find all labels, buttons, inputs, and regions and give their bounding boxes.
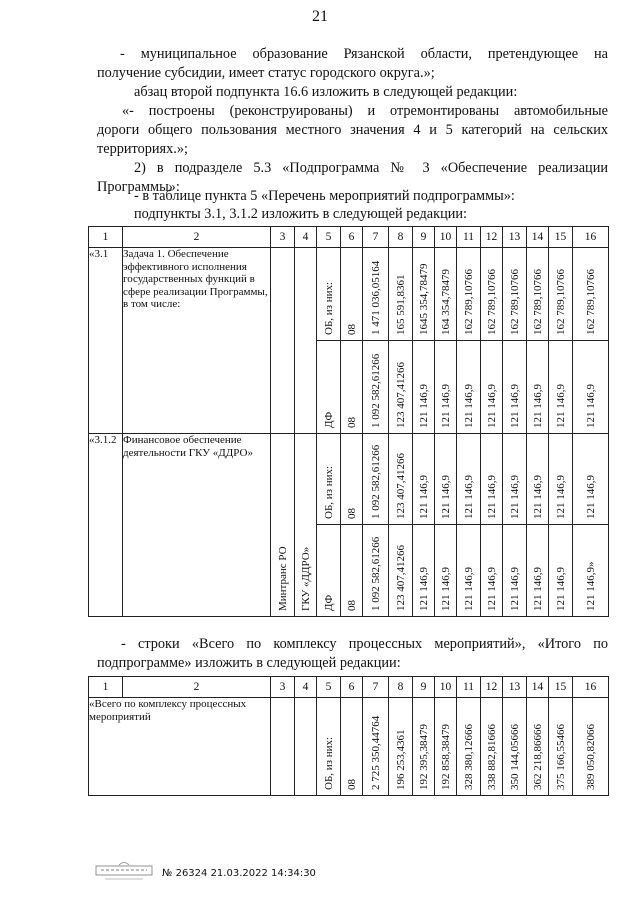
value-cell: 121 146,9 xyxy=(462,384,475,428)
table-row xyxy=(89,248,609,341)
section-code: 08 xyxy=(345,508,358,519)
value-cell: 362 218,86666 xyxy=(531,724,544,790)
header-cell: 2 xyxy=(123,677,271,698)
header-cell: 13 xyxy=(503,677,527,698)
section-code: 08 xyxy=(345,417,358,428)
value-cell: 121 146,9 xyxy=(508,475,521,519)
funding-source: ОБ, из них: xyxy=(322,465,335,519)
funding-source: ДФ xyxy=(322,594,335,611)
value-cell: 121 146,9 xyxy=(462,475,475,519)
header-cell: 14 xyxy=(527,227,549,248)
header-cell: 3 xyxy=(271,677,295,698)
funding-source: ДФ xyxy=(322,411,335,428)
value-cell: 121 146,9 xyxy=(417,384,430,428)
header-cell: 11 xyxy=(457,227,481,248)
row-number: «3.1 xyxy=(89,248,123,434)
value-cell: 1 471 036,05164 xyxy=(369,260,382,335)
header-cell: 7 xyxy=(363,677,389,698)
page-number: 21 xyxy=(312,8,328,25)
header-cell: 16 xyxy=(573,227,609,248)
header-cell: 12 xyxy=(481,677,503,698)
value-cell: 192 858,38479 xyxy=(439,724,452,790)
table-header-row xyxy=(89,227,609,248)
value-cell: 1645 354,78479 xyxy=(417,263,430,335)
header-cell: 5 xyxy=(317,677,341,698)
value-cell: 162 789,10766 xyxy=(462,269,475,335)
value-cell: 1 092 582,61266 xyxy=(369,444,382,519)
table-header-row xyxy=(89,677,609,698)
value-cell: 121 146,9 xyxy=(508,384,521,428)
paragraph-line: территориях.»; xyxy=(97,141,188,157)
table-row xyxy=(89,434,609,525)
executor-cell xyxy=(295,698,317,796)
header-cell: 16 xyxy=(573,677,609,698)
header-cell: 1 xyxy=(89,227,123,248)
value-cell: 1 092 582,61266 xyxy=(369,353,382,428)
paragraph-line: - строки «Всего по комплексу процессных мероприятий», «Итого по xyxy=(121,636,608,652)
value-cell: 1 092 582,61266 xyxy=(369,536,382,611)
value-cell: 162 789,10766 xyxy=(531,269,544,335)
header-cell: 10 xyxy=(435,677,457,698)
header-cell: 15 xyxy=(549,677,573,698)
value-cell: 196 253,4361 xyxy=(394,729,407,790)
value-cell: 121 146,9 xyxy=(417,567,430,611)
responsible-org: Минтранс РО xyxy=(276,546,289,611)
value-cell: 121 146,9 xyxy=(439,384,452,428)
header-cell: 4 xyxy=(295,677,317,698)
totals-table xyxy=(88,676,609,796)
value-cell: 121 146,9 xyxy=(485,384,498,428)
value-cell: 121 146,9 xyxy=(531,567,544,611)
value-cell: 121 146,9 xyxy=(417,475,430,519)
header-cell: 4 xyxy=(295,227,317,248)
section-code: 08 xyxy=(345,600,358,611)
value-cell: 123 407,41266 xyxy=(394,362,407,428)
value-cell: 165 591,8361 xyxy=(394,274,407,335)
header-cell: 7 xyxy=(363,227,389,248)
paragraph-line: Программы»: xyxy=(97,179,180,195)
value-cell: 123 407,41266 xyxy=(394,545,407,611)
responsible-cell xyxy=(271,698,295,796)
section-code: 08 xyxy=(345,779,358,790)
paragraph-line: дороги общего пользования местного значения 4 и 5 категорий на сельских xyxy=(97,122,608,138)
table-row xyxy=(89,698,609,796)
paragraph-line: подпункты 3.1, 3.1.2 изложить в следующей редакции: xyxy=(134,206,468,222)
row-name: Финансовое обеспечение деятельности ГКУ «ДДРО» xyxy=(123,434,271,617)
value-cell: 121 146,9 xyxy=(531,384,544,428)
paragraph-line: получение субсидии, имеет статус городского округа.»; xyxy=(97,65,435,81)
header-cell: 10 xyxy=(435,227,457,248)
executor-cell xyxy=(295,248,317,434)
header-cell: 6 xyxy=(341,227,363,248)
value-cell: 121 146,9 xyxy=(554,384,567,428)
header-cell: 12 xyxy=(481,227,503,248)
value-cell: 121 146,9 xyxy=(485,475,498,519)
document-stamp-icon xyxy=(95,860,153,882)
value-cell: 162 789,10766 xyxy=(554,269,567,335)
paragraph-line: подпрограмме» изложить в следующей редакции: xyxy=(97,655,401,671)
value-cell: 121 146,9 xyxy=(439,567,452,611)
measures-table xyxy=(88,226,609,617)
row-number: «3.1.2 xyxy=(89,434,123,617)
value-cell: 123 407,41266 xyxy=(394,453,407,519)
header-cell: 6 xyxy=(341,677,363,698)
value-cell: 121 146,9 xyxy=(584,475,597,519)
header-cell: 8 xyxy=(389,677,413,698)
value-cell: 121 146,9 xyxy=(462,567,475,611)
value-cell: 162 789,10766 xyxy=(508,269,521,335)
paragraph-line: абзац второй подпункта 16.6 изложить в следующей редакции: xyxy=(134,84,518,100)
paragraph-line: 2) в подразделе 5.3 «Подпрограмма № 3 «Обеспечение реализации xyxy=(134,160,608,176)
header-cell: 14 xyxy=(527,677,549,698)
value-cell: 121 146,9» xyxy=(584,561,597,611)
executor-org: ГКУ «ДДРО» xyxy=(299,546,312,611)
row-name: Задача 1. Обеспечение эффективного исполнения государственных функций в сфере реализации Программы, в том числе: xyxy=(123,248,271,434)
header-cell: 11 xyxy=(457,677,481,698)
header-cell: 13 xyxy=(503,227,527,248)
value-cell: 121 146,9 xyxy=(584,384,597,428)
value-cell: 162 789,10766 xyxy=(485,269,498,335)
value-cell: 2 725 350,44764 xyxy=(369,715,382,790)
value-cell: 389 050,82066 xyxy=(584,724,597,790)
value-cell: 121 146,9 xyxy=(439,475,452,519)
value-cell: 375 166,55466 xyxy=(554,724,567,790)
value-cell: 192 395,38479 xyxy=(417,724,430,790)
value-cell: 121 146,9 xyxy=(531,475,544,519)
value-cell: 350 144,05666 xyxy=(508,724,521,790)
header-cell: 3 xyxy=(271,227,295,248)
header-cell: 2 xyxy=(123,227,271,248)
header-cell: 15 xyxy=(549,227,573,248)
value-cell: 121 146,9 xyxy=(554,567,567,611)
funding-source: ОБ, из них: xyxy=(322,736,335,790)
section-code: 08 xyxy=(345,324,358,335)
responsible-cell xyxy=(271,248,295,434)
header-cell: 9 xyxy=(413,227,435,248)
paragraph-line: «- построены (реконструированы) и отремонтированы автомобильные xyxy=(122,103,608,119)
value-cell: 121 146,9 xyxy=(485,567,498,611)
paragraph-line: - в таблице пункта 5 «Перечень мероприятий подпрограммы»: xyxy=(134,188,515,204)
value-cell: 162 789,10766 xyxy=(584,269,597,335)
header-cell: 8 xyxy=(389,227,413,248)
header-cell: 1 xyxy=(89,677,123,698)
funding-source: ОБ, из них: xyxy=(322,281,335,335)
value-cell: 328 380,12666 xyxy=(462,724,475,790)
document-footer: № 26324 21.03.2022 14:34:30 xyxy=(162,868,316,879)
value-cell: 164 354,78479 xyxy=(439,269,452,335)
row-name: «Всего по комплексу процессных мероприятий xyxy=(89,698,271,796)
header-cell: 9 xyxy=(413,677,435,698)
value-cell: 338 882,81666 xyxy=(485,724,498,790)
header-cell: 5 xyxy=(317,227,341,248)
paragraph-line: - муниципальное образование Рязанской области, претендующее на xyxy=(120,46,608,62)
value-cell: 121 146,9 xyxy=(554,475,567,519)
value-cell: 121 146,9 xyxy=(508,567,521,611)
